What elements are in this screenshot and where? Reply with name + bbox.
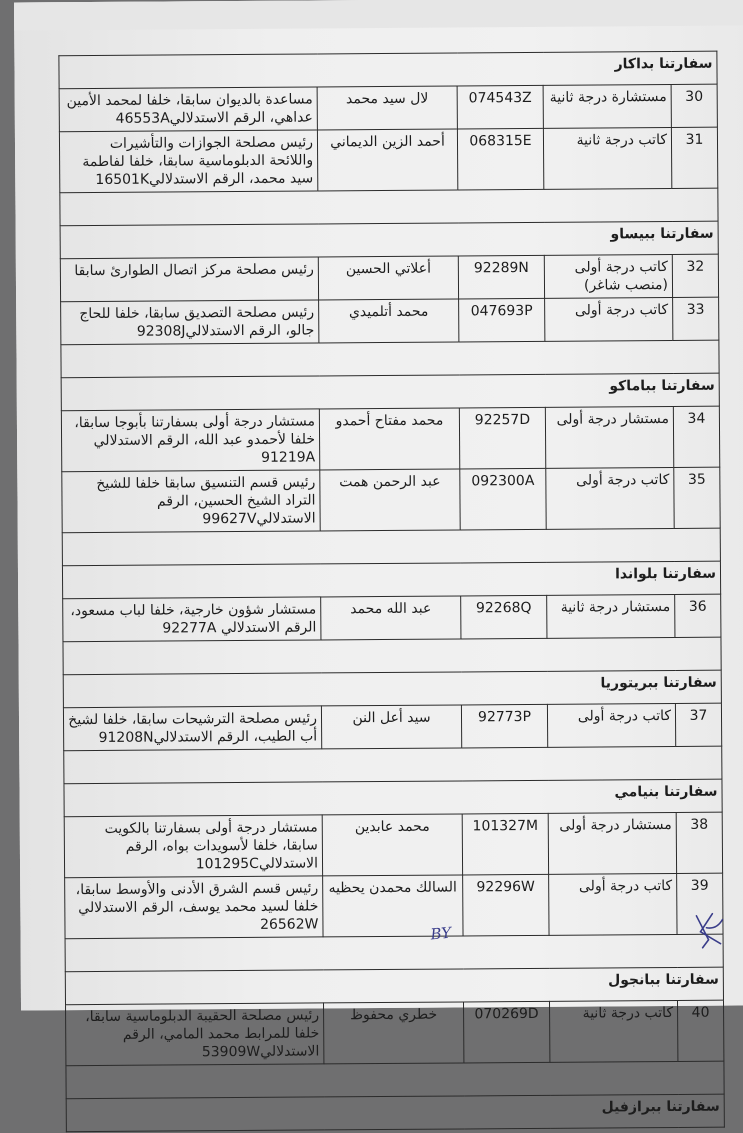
- section-title: سفارتنا ببانجول: [65, 967, 723, 1005]
- rank-cell: كاتب درجة أولى: [549, 873, 677, 935]
- section-spacer: [62, 528, 720, 566]
- table-row: [63, 703, 721, 751]
- note-cell: مساعدة بالديوان سابقا، خلفا لمحمد الأمين عداهي، الرقم الاستدلالي46553A: [59, 87, 317, 132]
- note-cell: مستشار شؤون خارجية، خلفا لباب مسعود، الرقم الاستدلالي 92277A: [63, 597, 321, 642]
- id-number-cell: 101327M: [462, 813, 548, 875]
- section-header-row: [60, 221, 718, 259]
- section-title: سفارتنا ببيساو: [60, 221, 718, 259]
- section-spacer: [66, 1061, 724, 1099]
- rank-cell: كاتب درجة أولى: [545, 297, 673, 341]
- appointments-table: [58, 51, 725, 1133]
- note-cell: رئيس مصلحة التصديق سابقا، خلفا للحاج جالو، الرقم الاستدلالي92308J: [61, 300, 319, 345]
- id-number-cell: 074543Z: [457, 85, 543, 129]
- name-cell: محمد مفتاح أحمدو: [319, 408, 459, 470]
- rank-cell: كاتب درجة أولى: [546, 467, 674, 529]
- appointments-table-body: [59, 51, 724, 1132]
- id-number-cell: 92289N: [458, 255, 544, 299]
- row-number-cell: 32: [672, 254, 718, 297]
- row-number-cell: 36: [675, 594, 721, 637]
- name-cell: أعلاتي الحسين: [318, 256, 458, 300]
- name-cell: عبد الرحمن همت: [320, 469, 460, 531]
- note-cell: رئيس مصلحة الترشيحات سابقا، خلفا لشيخ أب الطيب، الرقم الاستدلالي91208N: [63, 706, 321, 751]
- id-number-cell: 92296W: [463, 874, 549, 936]
- section-spacer: [65, 934, 723, 972]
- section-spacer: [60, 188, 718, 226]
- section-header-row: [63, 670, 721, 708]
- handwritten-signature: [692, 910, 726, 952]
- id-number-cell: 070269D: [463, 1001, 549, 1063]
- row-number-cell: 30: [671, 84, 717, 127]
- name-cell: خطري محفوظ: [324, 1002, 464, 1064]
- note-cell: رئيس قسم التنسيق سابقا خلفا للشيخ التراد الشيخ الحسين، الرقم الاستدلالي99627V: [62, 470, 320, 533]
- section-spacer-row: [65, 934, 723, 972]
- rank-cell: مستشار درجة أولى: [548, 812, 676, 874]
- name-cell: أحمد الزين الديماني: [317, 129, 457, 191]
- section-title: سفارتنا بنيامي: [64, 779, 722, 817]
- table-row: [60, 254, 718, 302]
- note-cell: رئيس مصلحة مركز اتصال الطوارئ سابقا: [60, 257, 318, 302]
- section-spacer: [64, 746, 722, 784]
- id-number-cell: 047693P: [459, 298, 545, 342]
- table-row: [65, 873, 723, 939]
- row-number-cell: 35: [674, 467, 720, 528]
- row-number-cell: 37: [675, 703, 721, 746]
- section-spacer-row: [62, 528, 720, 566]
- table-row: [61, 406, 719, 472]
- rank-cell: كاتب درجة أولى (منصب شاغر): [544, 254, 672, 298]
- row-number-cell: 39: [677, 873, 723, 934]
- section-spacer-row: [61, 340, 719, 378]
- section-spacer: [61, 340, 719, 378]
- id-number-cell: 92773P: [461, 704, 547, 748]
- document-page: [14, 0, 743, 1116]
- id-number-cell: 068315E: [457, 128, 543, 190]
- name-cell: محمد أتلميدي: [319, 299, 459, 343]
- id-number-cell: 92268Q: [461, 595, 547, 639]
- section-title: سفارتنا ببرازفيل: [66, 1094, 724, 1132]
- section-spacer-row: [66, 1061, 724, 1099]
- note-cell: رئيس قسم الشرق الأدنى والأوسط سابقا، خلفا لسيد محمد يوسف، الرقم الاستدلالي 26562W: [65, 876, 323, 939]
- section-header-row: [65, 967, 723, 1005]
- rank-cell: كاتب درجة ثانية: [543, 127, 671, 189]
- section-header-row: [59, 51, 717, 89]
- section-spacer-row: [64, 746, 722, 784]
- rank-cell: مستشار درجة أولى: [545, 406, 673, 468]
- table-row: [66, 1000, 724, 1066]
- section-header-row: [64, 779, 722, 817]
- section-title: سفارتنا ببريتوريا: [63, 670, 721, 708]
- section-title: سفارتنا بباماكو: [61, 373, 719, 411]
- table-row: [59, 127, 717, 193]
- note-cell: رئيس مصلحة الجوازات والتأشيرات واللائحة الدبلوماسية سابقا، خلفا لفاطمة سيد محمد، الرقم الاستدلالي16501K: [59, 130, 317, 193]
- name-cell: محمد عابدين: [322, 814, 462, 876]
- note-cell: مستشار درجة أولى بسفارتنا بأبوجا سابقا، خلفا لأحمدو عبد الله، الرقم الاستدلالي 91219A: [61, 409, 319, 472]
- id-number-cell: 92257D: [459, 407, 545, 469]
- table-row: [63, 594, 721, 642]
- note-cell: مستشار درجة أولى بسفارتنا بالكويت سابقا، خلفا لأسويدات بواه، الرقم الاستدلالي101295C: [64, 815, 322, 878]
- name-cell: سيد أعل النن: [321, 705, 461, 749]
- section-title: سفارتنا بداكار: [59, 51, 717, 89]
- row-number-cell: 40: [677, 1000, 723, 1061]
- section-title: سفارتنا بلواندا: [62, 561, 720, 599]
- name-cell: لال سيد محمد: [317, 86, 457, 130]
- section-spacer-row: [60, 188, 718, 226]
- section-spacer: [63, 637, 721, 675]
- section-spacer-row: [63, 637, 721, 675]
- section-header-row: [62, 561, 720, 599]
- name-cell: السالك محمدن يحظيه: [323, 875, 463, 937]
- table-row: [64, 812, 722, 878]
- section-header-row: [66, 1094, 724, 1132]
- row-number-cell: 34: [673, 406, 719, 467]
- note-cell: رئيس مصلحة الحقيبة الدبلوماسية سابقا، خلفا للمرابط محمد المامي، الرقم الاستدلالي53909W: [66, 1003, 324, 1066]
- rank-cell: كاتب درجة أولى: [547, 703, 675, 747]
- rank-cell: مستشارة درجة ثانية: [543, 84, 671, 128]
- section-header-row: [61, 373, 719, 411]
- row-number-cell: 33: [673, 297, 719, 340]
- row-number-cell: 31: [671, 127, 717, 188]
- name-cell: عبد الله محمد: [321, 596, 461, 640]
- id-number-cell: 092300A: [460, 468, 546, 530]
- rank-cell: مستشار درجة ثانية: [547, 594, 675, 638]
- row-number-cell: 38: [676, 812, 722, 873]
- table-row: [59, 84, 717, 132]
- rank-cell: كاتب درجة ثانية: [549, 1000, 677, 1062]
- initials-signature: BY: [429, 923, 452, 944]
- page-top-edge: [14, 0, 743, 31]
- table-row: [61, 297, 719, 345]
- table-row: [62, 467, 720, 533]
